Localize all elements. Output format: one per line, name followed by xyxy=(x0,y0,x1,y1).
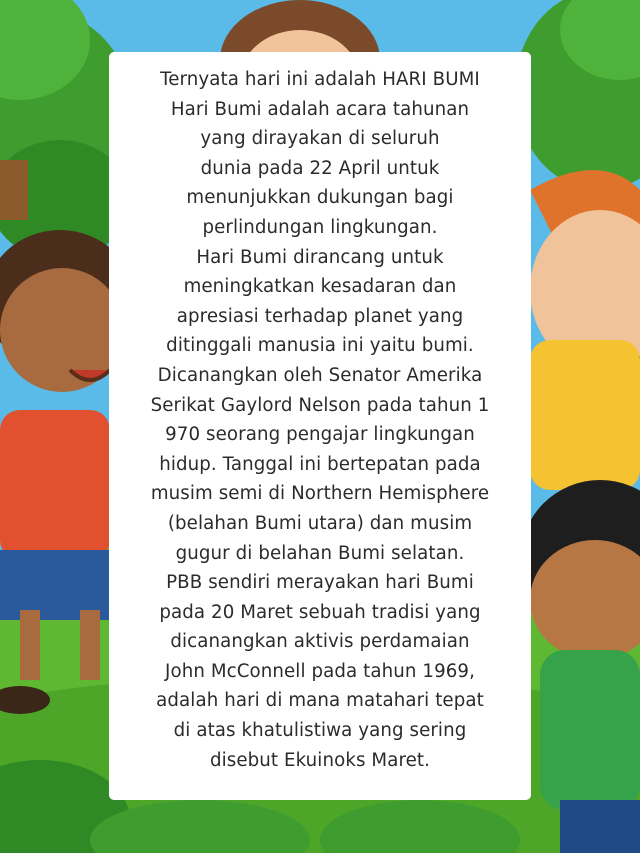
card-line: hidup. Tanggal ini bertepatan pada xyxy=(159,453,481,475)
card-line: (belahan Bumi utara) dan musim xyxy=(167,512,473,534)
card-line: Hari Bumi dirancang untuk xyxy=(196,246,444,268)
child-right xyxy=(530,170,640,490)
card-line: Ternyata hari ini adalah HARI BUMI xyxy=(160,69,480,90)
card-line: dicanangkan aktivis perdamaian xyxy=(170,631,470,653)
card-line: perlindungan lingkungan. xyxy=(202,216,438,238)
card-line: ditinggali manusia ini yaitu bumi. xyxy=(166,335,474,357)
card-line: disebut Ekuinoks Maret. xyxy=(209,749,431,771)
card-line: John McConnell pada tahun 1969, xyxy=(165,660,475,682)
card-line: Hari Bumi adalah acara tahunan xyxy=(170,98,470,120)
card-line: menunjukkan dukungan bagi xyxy=(186,187,454,209)
card-line: pada 20 Maret sebuah tradisi yang xyxy=(159,601,481,623)
card-line: adalah hari di mana matahari tepat xyxy=(156,690,484,712)
card-line: gugur di belahan Bumi selatan. xyxy=(175,542,465,564)
card-line: di atas khatulistiwa yang sering xyxy=(173,720,467,742)
card-line: musim semi di Northern Hemisphere xyxy=(150,483,490,505)
text-card xyxy=(109,52,531,800)
card-line: PBB sendiri merayakan hari Bumi xyxy=(166,572,474,594)
card-line: meningkatkan kesadaran dan xyxy=(183,276,457,298)
card-line: yang dirayakan di seluruh xyxy=(200,128,440,150)
card-line: dunia pada 22 April untuk xyxy=(200,157,440,179)
card-line: Dicanangkan oleh Senator Amerika xyxy=(157,364,483,386)
card-line: Serikat Gaylord Nelson pada tahun 1 xyxy=(150,394,490,416)
card-line: apresiasi terhadap planet yang xyxy=(176,305,464,327)
card-line: 970 seorang pengajar lingkungan xyxy=(165,424,475,446)
